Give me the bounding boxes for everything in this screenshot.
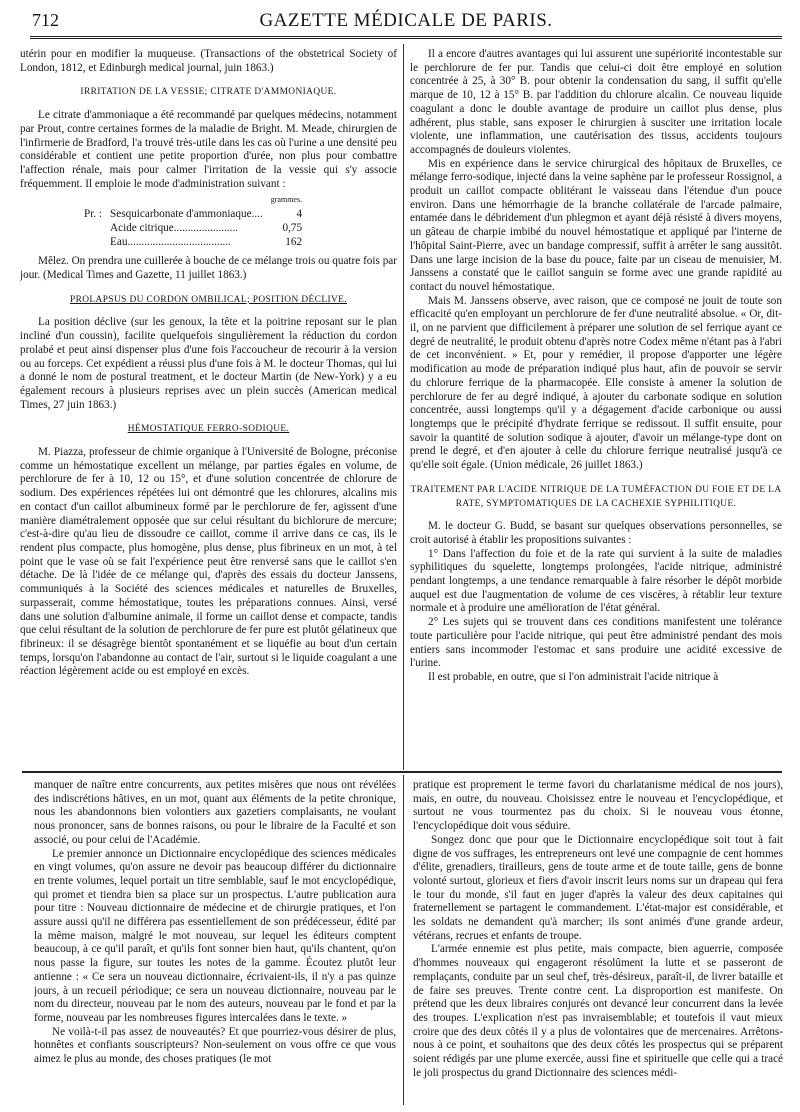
paragraph: Mêlez. On prendra une cuillerée à bouche de ce mélange trois ou quatre fois par jour. (Medical Times and Gazette, 11 juillet 1863.) bbox=[20, 255, 397, 282]
page-number: 712 bbox=[32, 10, 59, 30]
prescription-row bbox=[80, 235, 306, 249]
header-rule bbox=[30, 36, 782, 39]
page-header bbox=[30, 6, 782, 34]
ingredient-name: Acide citrique....................... bbox=[110, 222, 239, 235]
paragraph: Il a encore d'autres avantages qui lui assurent une supériorité incontestable sur le perchlorure de fer pur. Tandis que celui-ci doit être employé en solution concentrée à 25, à 30° B. pour obtenir la condensation du sang, il suffit qu'elle marque de 10, 12 à 15° B. par l'addition du chlorure alcalin. Ce nouveau liquide coagulant a donc le double avantage de produire un caillot plus dense, plus adhérent, plus stable, sans exposer le chirurgien à susciter une irritation locale violente, une inflammation, une cautérisation des tissus, accidents toujours accompagnés de douleurs violentes. bbox=[410, 48, 782, 156]
column-left bbox=[20, 48, 397, 768]
paragraph: Il est probable, en outre, que si l'on administrait l'acide nitrique à bbox=[428, 670, 719, 683]
paragraph: Le citrate d'ammoniaque a été recommandé par quelques médecins, notamment par Prout, contre certaines formes de la maladie de Bright. M. Meade, chirurgien de l'infirmerie de Bradford, l'a trouvé très-utile dans les cas où l'urine a une densité peu considérable et contient une petite proportion d'urée, non plus pour combattre l'affection rénale, mais pour calmer l'irritation de la vessie qui s'y associe fréquemment. Il emploie le mode d'administration suivant : bbox=[20, 109, 397, 190]
ingredient-name: Sesquicarbonate d'ammoniaque.... bbox=[110, 208, 263, 221]
feuilleton-divider bbox=[403, 775, 404, 1105]
ingredient-qty: 4 bbox=[296, 208, 303, 221]
paragraph: Ne voilà-t-il pas assez de nouveautés? Et que pourriez-vous désirer de plus, honnêtes et confiants souscripteurs? Non-seulement on vous offre ce que vous aimez le plus au monde, des choses pratiques (le mot bbox=[34, 1025, 396, 1066]
unit-label: grammes. bbox=[270, 195, 303, 205]
column-divider bbox=[403, 44, 404, 770]
section-heading-prolapse: PROLAPSUS DU CORDON OMBILICAL; POSITION DÉCLIVE. bbox=[69, 294, 348, 305]
section-heading-bladder: IRRITATION DE LA VESSIE; CITRATE D'AMMONIAQUE. bbox=[80, 87, 337, 98]
section-heading-nitric-acid: TRAITEMENT PAR L'ACIDE NITRIQUE DE LA TUMÉFACTION DU FOIE ET DE LA RATE, SYMPTOMATIQUES DE LA CACHEXIE SYPHILITIQUE. bbox=[410, 484, 782, 509]
ingredient-qty: 0,75 bbox=[282, 222, 303, 235]
paragraph: 2° Les sujets qui se trouvent dans ces conditions manifestent une tolérance toute particulière pour l'acide nitrique, qui peut être administré pendant des mois entiers sans incommoder l'estomac et sans produire une acidité excessive de l'urine. bbox=[410, 616, 782, 670]
paragraph: pratique est proprement le terme favori du charlatanisme médical de nos jours), mais, en outre, du nouveau. Choisissez entre le nouveau et l'encyclopédique, et surtout ne vous tourmentez pas du choix. Si le nouveau vous étonne, l'encyclopédique doit vous séduire. bbox=[413, 779, 783, 833]
paragraph: Mais M. Janssens observe, avec raison, que ce composé ne jouit de toute son efficacité qu'en employant un perchlorure de fer d'une neutralité absolue. « Or, dit-il, on ne parvient que difficilement à préparer une solution de sel ferrique ayant ce degré de neutralité, le produit obtenu d'après notre Codex même n'étant pas à l'abri de cet inconvénient. » Et, pour y remédier, il propose d'apporter une légère modification au mode de préparation indiqué plus haut, afin de pouvoir se servir du chlorure ferrique de la pharmacopée. Elle consiste à amener la solution de perchlorure de fer au degré indiqué, à ajouter du carbonate sodique en solution concentrée, aussi longtemps qu'il y a dégagement d'acide carbonique ou aussi longtemps que le précipité d'hydrate ferrique se redissout. Il suffit ensuite, pour savoir la quantité de solution sodique à ajouter, d'avoir un mélange-type dont on prend le degré, et d'en ajouter à celle du chlorure ferrique neutralisé jusqu'à ce qu'elle soit égale. (Union médicale, 26 juillet 1863.) bbox=[410, 294, 782, 472]
paragraph: La position déclive (sur les genoux, la tête et la poitrine reposant sur le plan incliné d'un coussin), facilite quelquefois singulièrement la réduction du cordon prolabé et peut ainsi dispenser plus d'une fois l'accoucheur de recourir à la version ou au forceps. Cet expédient a réussi plus d'une fois à M. le docteur Thomas, qui lui a donné le nom de postural treatment, et le docteur Martin (de New-York) y a eu également recours à plusieurs reprises avec un plein succès (American medical Times, 27 juin 1863.) bbox=[20, 316, 397, 411]
prescription-row bbox=[80, 221, 306, 235]
column-right bbox=[410, 48, 782, 768]
prescription-row bbox=[80, 207, 306, 221]
ingredient-name: Eau..................................... bbox=[110, 236, 231, 249]
journal-title: GAZETTE MÉDICALE DE PARIS. bbox=[259, 10, 553, 31]
section-heading-hemostatic: HÉMOSTATIQUE FERRO-SODIQUE. bbox=[127, 424, 290, 435]
paragraph: Le premier annonce un Dictionnaire encyclopédique des sciences médicales en vingt volumes, qu'on assure ne devoir pas beaucoup différer du dictionnaire en trente volumes, lequel portait un titre semblable, sauf le mot encyclopédique, qui promet et tiendra bien sa place sur un prospectus. L'autre publication aura pour titre : Nouveau dictionnaire de médecine et de chirurgie pratiques, et l'on assure aussi qu'il ne différera pas essentiellement de son prédécesseur, édité par la même maison, malgré le mot nouveau, sur lequel les éditeurs comptent beaucoup, à ce qu'il paraît, et qu'ils font sonner bien haut, qu'ils chantent, qu'on nous passe la figure, sur toutes les notes de la gamme. Écoutez plutôt leur antienne : « Ce sera un nouveau dictionnaire, écrivaient-ils, il n'y a pas quinze jours, à un recueil périodique; ce sera un nouveau dictionnaire, nouveau par le nom du directeur, nouveau par le nom des auteurs, nouveau par le fond et par la forme, nouveau par les nombreuses figures intercalées dans le texte. » bbox=[34, 847, 396, 1024]
paragraph: Songez donc que pour que le Dictionnaire encyclopédique soit tout à fait digne de vos suffrages, les entrepreneurs ont levé une compagnie de cent hommes d'élite, grenadiers, tirailleurs, gens de toute arme et de toute taille, gens de bonne volonté surtout, glorieux et fiers d'avoir inscrit leurs noms sur un drapeau qui fera le tour du monde, s'il faut en juger d'après la valeur des deux capitaines qui fraternellement se partagent le commandement. L'état-major est considérable, et les soldats ne demandent qu'à marcher; ils sont animés d'une grande ardeur, vétérans, recrues et enfants de troupe. bbox=[413, 833, 783, 942]
ingredient-qty: 162 bbox=[285, 236, 303, 249]
paragraph: Mis en expérience dans le service chirurgical des hôpitaux de Bruxelles, ce mélange ferro-sodique, injecté dans la veine saphène par le professeur Rossignol, a produit un caillot compacte oblitérant le vaisseau dans l'étendue d'un pouce environ. Dans une hémorrhagie de la branche collatérale de l'arcade palmaire, entamée dans le débridement d'un phlegmon et ayant déjà résisté à divers moyens, un gâteau de charpie imbibé du nouvel hémostatique et appliqué par l'interne de l'hôpital Saint-Pierre, avec un bandage compressif, suffit à arrêter le sang aussitôt. Dans une large incision de la base du pouce, faite par un ciseau de menuisier, M. Janssens a constaté que le caillot sanguin se forme avec une grande rapidité au contact du nouvel hémostatique. bbox=[410, 157, 782, 293]
feuilleton-right bbox=[413, 779, 783, 1109]
paragraph: L'armée ennemie est plus petite, mais compacte, bien aguerrie, composée d'hommes nouveaux qui engageront résolûment la lutte et se passeront de remplaçants, conduite par un seul chef, très-désireux, paraît-il, de livrer bataille et de faire ses preuves. Trente contre cent. La disproportion est manifeste. On prétend que les deux libraires conjurés ont devancé leur concurrent dans la levée des troupes. L'explication n'est pas invraisemblable; et toutefois il vaut mieux croire que des deux côtés il y a plus de volontaires que de mercenaires. Arrêtons-nous à ce point, et souhaitons que des deux côtés les prospectus qui se préparent soient rédigés par une plume exercée, aussi fine et spirituelle que celle qui a tracé le joli prospectus du grand Dictionnaire des sciences médi- bbox=[413, 943, 783, 1079]
paragraph: 1° Dans l'affection du foie et de la rate qui survient à la suite de maladies syphilitiques du squelette, longtemps prolongées, l'acide nitrique, administré pendant longtemps, a une tendance remarquable à faire résorber le dépôt morbide auquel est due l'augmentation de volume de ces viscères, à rétablir leur texture normale et à produire une amélioration de l'état général. bbox=[410, 547, 782, 615]
prescription-table bbox=[80, 193, 306, 249]
feuilleton-rule bbox=[22, 771, 782, 773]
feuilleton-left bbox=[34, 779, 396, 1109]
paragraph: M. Piazza, professeur de chimie organique à l'Université de Bologne, préconise comme un hémostatique excellent un mélange, par parties égales en volume, de perchlorure de fer à 10, 12 ou 15°, et d'une solution concentrée de chlorure de sodium. Des expériences répétées lui ont démontré que les chlorures, alcalins mis en contact d'un caillot albumineux formé par le perchlorure de fer, agissent d'une manière diamétralement opposée que sur celui résultant du bichlorure de mercure; c'est-à-dire qu'au lieu de dissoudre ce caillot, comme il arrive dans ce cas, ils le rendent plus compacte, plus homogène, plus dense, plus fibrineux en un mot, à tel point que le vase où se fait l'expérience peut être renversé sans que le caillot s'en détache. De là l'idée de ce mélange qui, d'après des essais du docteur Janssens, communiqués à la Société des sciences médicales et naturelles de Bruxelles, surpasserait, comme hémostatique, toutes les préparations connues. Ainsi, versé dans une solution d'albumine animale, il forme un caillot dense et compacte, tandis que celui résultant de la solution de perchlorure de fer pure est plutôt gélatineux que fibrineux: il se désagrège bientôt spontanément et se liquéfie au bout d'un certain temps, lorsqu'on l'abandonne au contact de l'air, surtout si le liquide coagulant a une réaction légèrement acide ou est employé en excès. bbox=[20, 446, 397, 678]
prescription-prefix: Pr. : bbox=[84, 208, 103, 221]
paragraph: utérin pour en modifier la muqueuse. (Transactions of the obstetrical Society of London, 1812, et Edinburgh medical journal, juin 1863.) bbox=[20, 48, 397, 74]
paragraph: M. le docteur G. Budd, se basant sur quelques observations personnelles, se croit autorisé à établir les propositions suivantes : bbox=[410, 520, 782, 546]
paragraph: manquer de naître entre concurrents, aux petites misères que nous ont révélées des indiscrétions hâtives, en un mot, quant aux éléments de la petite chronique, nous les abandonnons bien volontiers aux gazetiers complaisants, ne voulant nous prononcer, sans de bonnes raisons, ou pour le libraire de la Faculté et son associé, ou pour celui de l'Académie. bbox=[34, 779, 396, 846]
